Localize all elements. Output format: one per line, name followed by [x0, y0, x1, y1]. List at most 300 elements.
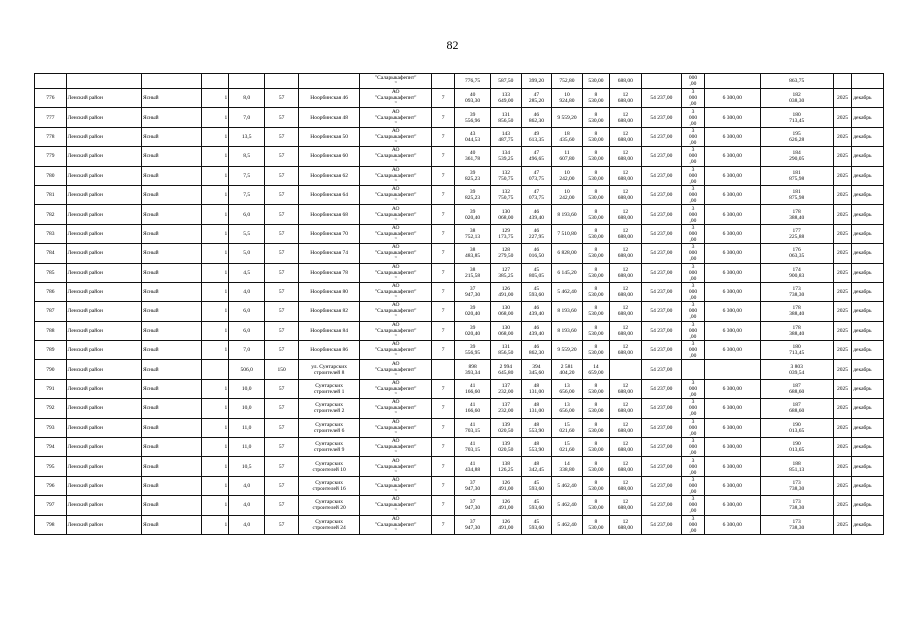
value1-cell [455, 147, 491, 166]
cell-line: строителей 24 [312, 524, 346, 531]
cell-line: 12 [622, 480, 629, 486]
cell-line: 688,00 [617, 117, 633, 124]
value6-cell [610, 341, 642, 360]
size-cell: 4,5 [229, 263, 265, 282]
cell-line: 553,90 [528, 427, 544, 434]
year-cell: 2025 [833, 108, 852, 127]
cell-line: 12 [622, 208, 629, 215]
cell-line: 12 [622, 150, 629, 157]
value5-cell [582, 321, 609, 340]
cell-line: 020,50 [498, 447, 514, 454]
cell-line: 688,00 [617, 408, 633, 415]
cell-line: Сунтарских [315, 383, 343, 390]
address-cell [299, 127, 360, 146]
total-cell [760, 341, 833, 360]
code-cell: 57 [265, 166, 299, 185]
value1-cell [455, 321, 491, 340]
cell-line: Сунтарских [315, 518, 343, 525]
price-cell: 54 237,00 [641, 341, 681, 360]
top-v3: 399,20 [521, 74, 552, 89]
cell-line: 12 [622, 441, 629, 448]
cell-line: 131,00 [528, 389, 544, 396]
top-org-cell [360, 74, 432, 89]
cell-line: 3 [691, 127, 695, 134]
cell-line: 487,75 [498, 136, 514, 143]
address-cell [299, 457, 360, 476]
cell-line: 177 [792, 227, 801, 234]
value3-cell [521, 476, 552, 495]
cell-line: 12 [622, 383, 629, 390]
cell-line: АО [391, 147, 400, 154]
cell-line: " [394, 236, 397, 243]
value2-cell [491, 302, 522, 321]
row-number: 795 [35, 457, 67, 476]
cell-line: 851,13 [789, 466, 805, 473]
total-cell [760, 89, 833, 108]
cell-line: АО [391, 283, 400, 290]
tariff-cell: 6 300,00 [704, 108, 760, 127]
cell-line: "Саларыкафепнт" [374, 424, 417, 431]
cell-line: "Саларыкафепнт" [374, 250, 417, 257]
cell-line: 8 [594, 169, 598, 176]
code-cell: 57 [265, 418, 299, 437]
total-cell [760, 399, 833, 418]
code-cell: 57 [265, 224, 299, 243]
total-cell [760, 438, 833, 457]
cell-line: 9 559,20 [557, 347, 577, 354]
cell-line: 13 [564, 402, 570, 409]
cell-line: 738,30 [789, 292, 805, 299]
cell-line: 242,00 [559, 195, 575, 202]
price-cell: 54 237,00 [641, 127, 681, 146]
cell-line: 12 [622, 266, 629, 273]
value6-cell [610, 515, 642, 534]
count-cell [201, 360, 228, 379]
cell-line: АО [391, 108, 400, 115]
cell-line: 48 [533, 383, 540, 390]
cell-line: 342,45 [528, 466, 544, 473]
cell-line: 530,00 [588, 195, 604, 202]
month-cell: декабрь [852, 476, 884, 495]
month-cell: декабрь [852, 360, 884, 379]
cell-line: АО [391, 457, 400, 464]
cell-line: 8 [594, 247, 598, 254]
qty-cell: 7 [432, 263, 455, 282]
organization-cell [360, 244, 432, 263]
cell-line: 190 [792, 421, 801, 428]
code-cell: 57 [265, 321, 299, 340]
size-cell: 4,0 [229, 476, 265, 495]
cell-line: " [394, 101, 397, 108]
organization-cell [360, 108, 432, 127]
cell-line: 40 [469, 150, 476, 157]
organization-cell [360, 185, 432, 204]
value2-cell [491, 341, 522, 360]
cell-line: 645,80 [498, 369, 514, 376]
settlement-cell: Ясный [141, 418, 201, 437]
value3-cell [521, 438, 552, 457]
area-cell: Ленский район [66, 341, 141, 360]
cell-line: 000 [688, 250, 698, 257]
cell-line: 016,50 [528, 253, 544, 260]
cell-line: 173,75 [498, 233, 514, 240]
size-cell: 11,0 [229, 438, 265, 457]
count-fmt-cell [682, 244, 705, 263]
cell-line: 131,00 [528, 408, 544, 415]
year-cell: 2025 [833, 321, 852, 340]
value2-cell [491, 127, 522, 146]
cell-line: " [394, 411, 397, 418]
address-cell [299, 166, 360, 185]
count-fmt-cell [682, 360, 705, 379]
value6-cell [610, 127, 642, 146]
address-cell [299, 263, 360, 282]
value6-cell [610, 185, 642, 204]
cell-line: АО [391, 205, 400, 212]
code-cell: 57 [265, 108, 299, 127]
cell-line: 232,00 [498, 408, 514, 415]
cell-line: строителей 1 [313, 389, 345, 396]
cell-line: 039,54 [789, 369, 805, 376]
table-row [35, 438, 884, 457]
cell-line: 15 [564, 421, 570, 428]
tariff-cell: 6 300,00 [704, 399, 760, 418]
cell-line: 134 [501, 150, 510, 157]
table-row [35, 515, 884, 534]
value5-cell [582, 108, 609, 127]
table-row [35, 127, 884, 146]
value5-cell [582, 127, 609, 146]
cell-line: 39 [469, 169, 476, 176]
cell-line: 000 [688, 153, 698, 160]
value6-cell [610, 89, 642, 108]
value6-cell [610, 321, 642, 340]
cell-line: АО [391, 399, 400, 406]
value4-cell [552, 166, 583, 185]
cell-line: ,00 [689, 450, 697, 457]
value1-cell [455, 89, 491, 108]
year-cell: 2025 [833, 360, 852, 379]
cell-line: 176 [792, 247, 801, 254]
cell-line: 3 803 [790, 363, 803, 370]
area-cell: Ленский район [66, 496, 141, 515]
value1-cell [455, 127, 491, 146]
value5-cell [582, 205, 609, 224]
settlement-cell: Ясный [141, 496, 201, 515]
count-cell: 1 [201, 515, 228, 534]
cell-line: 000 [688, 114, 698, 121]
cell-line: 6 145,20 [557, 269, 577, 276]
count-fmt-cell [682, 399, 705, 418]
cell-line: 126,25 [498, 466, 514, 473]
cell-line: 232,00 [498, 389, 514, 396]
cell-line: 138 [501, 460, 510, 467]
cell-line: строителей 8 [313, 369, 345, 376]
settlement-cell: Ясный [141, 205, 201, 224]
cell-line: 3 [691, 457, 695, 464]
cell-line: "Саларыкафепнт" [374, 327, 417, 334]
code-cell: 57 [265, 127, 299, 146]
cell-line: 180 [792, 344, 801, 351]
value6-cell [610, 282, 642, 301]
cell-line: 195 [792, 130, 801, 137]
cell-line: 12 [622, 247, 629, 254]
value4-cell [552, 496, 583, 515]
value5-cell [582, 263, 609, 282]
tariff-cell: 6 300,00 [704, 438, 760, 457]
cell-line: 345,60 [528, 369, 544, 376]
count-fmt-cell [682, 496, 705, 515]
year-cell: 2025 [833, 496, 852, 515]
cell-line: ,00 [689, 120, 697, 127]
cell-line: 020,40 [465, 330, 481, 337]
cell-line: 875,98 [789, 195, 805, 202]
table-row [35, 282, 884, 301]
organization-cell [360, 515, 432, 534]
settlement-cell: Ясный [141, 379, 201, 398]
cell-line: 750,75 [498, 195, 514, 202]
value3-cell [521, 341, 552, 360]
cell-line: 180 [792, 111, 801, 118]
value3-cell [521, 147, 552, 166]
table-row [35, 147, 884, 166]
address-cell [299, 205, 360, 224]
cell-line: 184 [792, 150, 801, 157]
settlement-cell: Ясный [141, 476, 201, 495]
cell-line: 3 [691, 341, 695, 348]
cell-line: 703,15 [465, 427, 481, 434]
price-cell: 54 237,00 [641, 166, 681, 185]
cell-line: "Саларыкафепнт" [374, 75, 417, 81]
code-cell: 57 [265, 457, 299, 476]
cell-line: 593,60 [528, 524, 544, 531]
row-number: 779 [35, 147, 67, 166]
cell-line: 5 462,40 [557, 521, 577, 528]
value5-cell [582, 496, 609, 515]
cell-line: Сунтарских [315, 480, 343, 486]
price-cell: 54 237,00 [641, 224, 681, 243]
value1-cell [455, 515, 491, 534]
value3-cell [521, 360, 552, 379]
tariff-cell: 6 300,00 [704, 496, 760, 515]
code-cell: 57 [265, 89, 299, 108]
value1-cell [455, 341, 491, 360]
cell-line: 530,00 [588, 253, 604, 260]
cell-line: 8 [594, 305, 598, 312]
cell-line: 3 [691, 496, 695, 503]
cell-line: АО [391, 341, 400, 348]
area-cell: Ленский район [66, 379, 141, 398]
cell-line: Ноорбинская 82 [310, 308, 349, 315]
cell-line: 530,00 [588, 466, 604, 473]
cell-line: 41 [469, 421, 476, 428]
table-row [35, 302, 884, 321]
value4-cell [552, 89, 583, 108]
cell-line: 688,00 [617, 292, 633, 299]
count-fmt-cell [682, 263, 705, 282]
cell-line: 12 [622, 402, 629, 409]
value2-cell [491, 418, 522, 437]
count-fmt-cell [682, 418, 705, 437]
cell-line: 46 [533, 344, 540, 351]
cell-line: ,00 [689, 159, 697, 166]
total-cell [760, 418, 833, 437]
total-cell [760, 244, 833, 263]
cell-line: 656,00 [559, 408, 575, 415]
count-fmt-cell [682, 321, 705, 340]
cell-line: 068,00 [498, 214, 514, 221]
cell-line: 491,00 [498, 505, 514, 512]
cell-line: 132 [501, 169, 510, 176]
cell-line: 39 [469, 208, 476, 215]
cell-line: 39 [469, 111, 476, 118]
value2-cell [491, 515, 522, 534]
size-cell: 8,5 [229, 147, 265, 166]
cell-line: 43 [469, 130, 476, 137]
cell-line: Сунтарских [315, 441, 343, 448]
cell-line: 188 [792, 460, 801, 467]
total-cell [760, 282, 833, 301]
cell-line: 143 [501, 130, 510, 137]
table-row [35, 476, 884, 495]
area-cell: Ленский район [66, 224, 141, 243]
cell-line: 12 [622, 169, 629, 176]
qty-cell: 7 [432, 496, 455, 515]
count-cell: 1 [201, 457, 228, 476]
count-fmt-cell [682, 282, 705, 301]
cell-line: 37 [469, 499, 476, 506]
cell-line: 556,95 [465, 350, 481, 357]
cell-line: 10 [564, 92, 570, 99]
cell-line: "Саларыкафепнт" [374, 230, 417, 237]
table-row [35, 244, 884, 263]
address-cell [299, 147, 360, 166]
area-cell: Ленский район [66, 438, 141, 457]
value6-cell [610, 244, 642, 263]
count-cell: 1 [201, 205, 228, 224]
table-row [35, 360, 884, 379]
organization-cell [360, 476, 432, 495]
cell-line: 8 193,60 [557, 327, 577, 334]
cell-line: 225,88 [789, 233, 805, 240]
value2-cell [491, 224, 522, 243]
cell-line: 227,95 [528, 233, 544, 240]
table-row [35, 457, 884, 476]
organization-cell [360, 438, 432, 457]
area-cell: Ленский район [66, 302, 141, 321]
cell-line: " [394, 178, 397, 185]
cell-line: 3 [691, 438, 695, 445]
size-cell: 4,0 [229, 515, 265, 534]
cell-line: "Саларыкафепнт" [374, 289, 417, 296]
cell-line: "Саларыкафепнт" [374, 521, 417, 528]
cell-line: 8 [594, 460, 598, 467]
cell-line: 8 [594, 324, 598, 331]
qty-cell: 7 [432, 166, 455, 185]
cell-line: " [394, 314, 397, 321]
size-cell: 7,0 [229, 108, 265, 127]
cell-line: 3 [691, 166, 695, 173]
cell-line: 688,00 [617, 272, 633, 279]
cell-line: 020,50 [498, 427, 514, 434]
size-cell: 5,0 [229, 244, 265, 263]
cell-line: 9 559,20 [557, 114, 577, 121]
cell-line: Ноорбинская 86 [310, 347, 349, 354]
cell-line: 491,00 [498, 486, 514, 492]
value6-cell [610, 399, 642, 418]
value4-cell [552, 341, 583, 360]
price-cell: 54 237,00 [641, 379, 681, 398]
value6-cell [610, 224, 642, 243]
qty-cell: 7 [432, 438, 455, 457]
cell-line: 8 [594, 130, 598, 137]
settlement-cell: Ясный [141, 341, 201, 360]
cell-line: 12 [622, 227, 629, 234]
cell-line: 131 [501, 344, 510, 351]
price-cell: 54 237,00 [641, 321, 681, 340]
value2-cell [491, 263, 522, 282]
value3-cell [521, 263, 552, 282]
organization-cell [360, 360, 432, 379]
cell-line: 000 [688, 405, 698, 412]
tariff-cell: 6 300,00 [704, 302, 760, 321]
cell-line: 021,60 [559, 427, 575, 434]
cell-line: 073,75 [528, 195, 544, 202]
price-cell: 54 237,00 [641, 89, 681, 108]
count-cell: 1 [201, 127, 228, 146]
tariff-cell: 6 300,00 [704, 282, 760, 301]
count-fmt-cell [682, 457, 705, 476]
cell-line: 187 [792, 402, 801, 409]
cell-line: 752,13 [465, 233, 481, 240]
cell-line: 000 [688, 386, 698, 393]
area-cell: Ленский район [66, 185, 141, 204]
cell-line: ,00 [689, 139, 697, 146]
settlement-cell: Ясный [141, 127, 201, 146]
settlement-cell: Ясный [141, 147, 201, 166]
cell-line: 530,00 [588, 505, 604, 512]
cell-line: ,00 [689, 295, 697, 302]
cell-line: 285,20 [528, 98, 544, 105]
value1-cell [455, 379, 491, 398]
cell-line: 126 [501, 286, 510, 293]
tariff-cell: 6 300,00 [704, 89, 760, 108]
size-cell: 7,5 [229, 185, 265, 204]
cell-line: 688,00 [617, 195, 633, 202]
month-cell: декабрь [852, 438, 884, 457]
cell-line: Ноорбинская 68 [310, 211, 349, 218]
size-cell: 4,0 [229, 282, 265, 301]
cell-line: АО [391, 89, 400, 96]
count-cell: 1 [201, 418, 228, 437]
cell-line: 947,30 [465, 505, 481, 512]
count-cell: 1 [201, 321, 228, 340]
cell-line: 38 [469, 266, 476, 273]
year-cell: 2025 [833, 205, 852, 224]
total-cell [760, 224, 833, 243]
cell-line: 626,28 [789, 136, 805, 143]
cell-line: 385,25 [498, 272, 514, 279]
cell-line: строителей 10 [312, 466, 346, 473]
count-cell: 1 [201, 379, 228, 398]
cell-line: 47 [533, 189, 540, 196]
cell-line: 491,00 [498, 292, 514, 299]
cell-line: 000 [688, 463, 698, 470]
cell-line: 530,00 [588, 175, 604, 182]
cell-line: 12 [622, 499, 629, 506]
value4-cell [552, 399, 583, 418]
count-fmt-cell [682, 127, 705, 146]
